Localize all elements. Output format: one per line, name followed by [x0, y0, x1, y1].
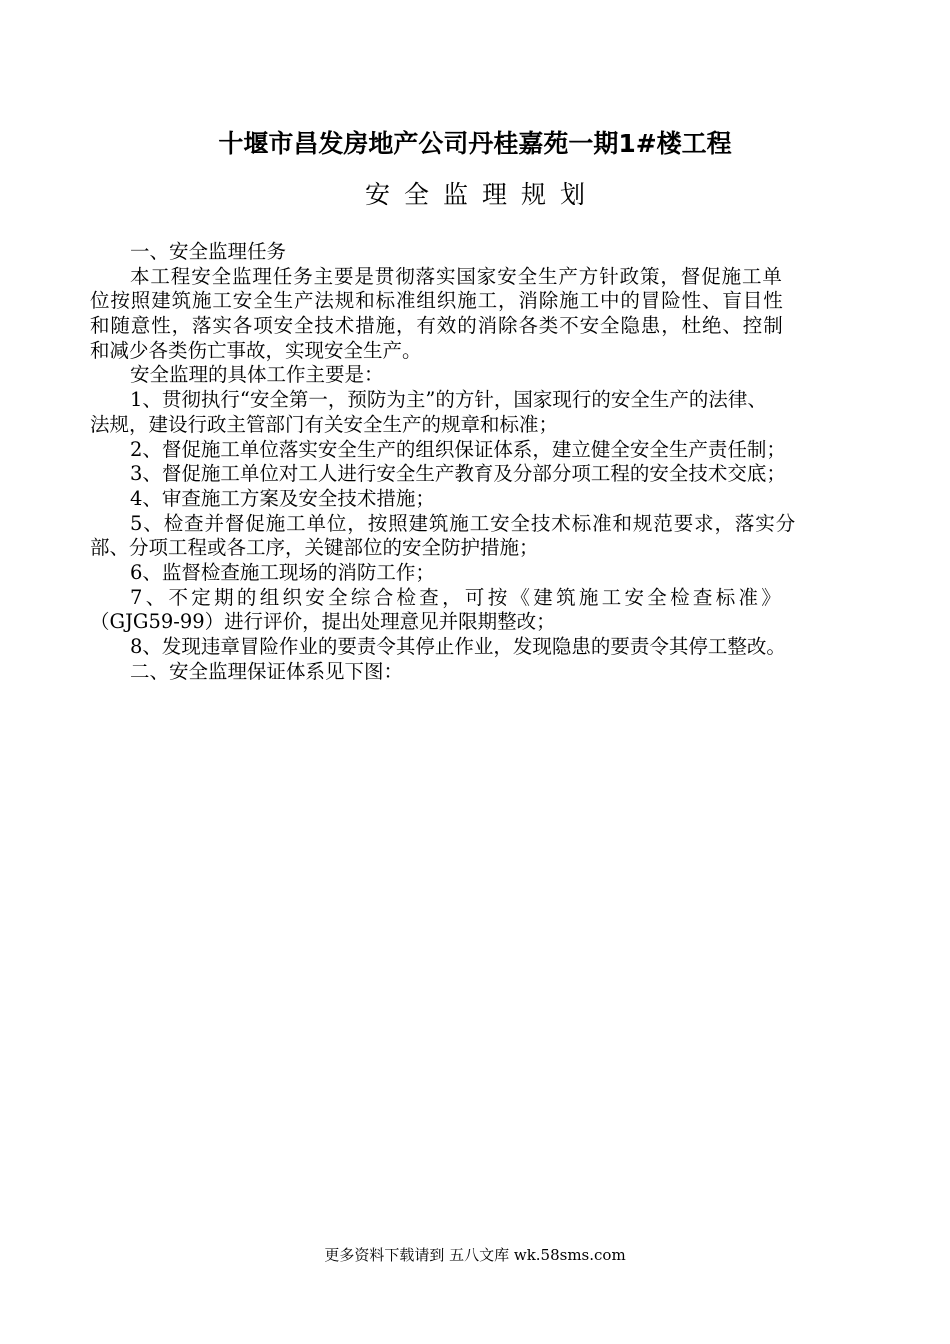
list-item-7-continued: （GJG59-99）进行评价，提出处理意见并限期整改；: [90, 610, 556, 634]
paragraph-line: 位按照建筑施工安全生产法规和标准组织施工，消除施工中的冒险性、盲目性: [90, 289, 784, 313]
list-item-5-continued: 部、分项工程或各工序，关键部位的安全防护措施；: [90, 536, 539, 560]
paragraph-line: 安全监理的具体工作主要是：: [130, 363, 384, 387]
section-heading-1: 一、安全监理任务: [130, 240, 287, 263]
paragraph-line: 和随意性，落实各项安全技术措施，有效的消除各类不安全隐患，杜绝、控制: [90, 314, 784, 338]
list-item-1: 1、贯彻执行“安全第一，预防为主”的方针，国家现行的安全生产的法律、: [130, 388, 767, 412]
document-subtitle: 安全监理规划: [364, 180, 599, 209]
list-item-6: 6、监督检查施工现场的消防工作；: [130, 560, 435, 584]
document-body: [90, 240, 880, 684]
list-item-3: 3、督促施工单位对工人进行安全生产教育及分部分项工程的安全技术交底；: [130, 462, 786, 486]
list-item-8: 8、发现违章冒险作业的要责令其停止作业，发现隐患的要责令其停工整改。: [130, 635, 786, 658]
list-item-4: 4、审查施工方案及安全技术措施；: [130, 486, 435, 510]
document-title: 十堰市昌发房地产公司丹桂嘉苑一期1#楼工程: [218, 129, 732, 158]
list-item-1-continued: 法规，建设行政主管部门有关安全生产的规章和标准；: [90, 412, 559, 436]
paragraph-line: 和减少各类伤亡事故，实现安全生产。: [90, 338, 422, 362]
list-item-7: 7、不定期的组织安全综合检查，可按《建筑施工安全检查标准》: [130, 585, 785, 609]
list-item-2: 2、督促施工单位落实安全生产的组织保证体系，建立健全安全生产责任制；: [130, 437, 786, 461]
footer-note: 更多资料下载请到 五八文库 wk.58sms.com: [324, 1246, 626, 1264]
section-heading-2: 二、安全监理保证体系见下图：: [130, 659, 404, 683]
list-item-5: 5、检查并督促施工单位，按照建筑施工安全技术标准和规范要求，落实分: [130, 511, 797, 535]
paragraph-line: 本工程安全监理任务主要是贯彻落实国家安全生产方针政策，督促施工单: [130, 264, 783, 288]
